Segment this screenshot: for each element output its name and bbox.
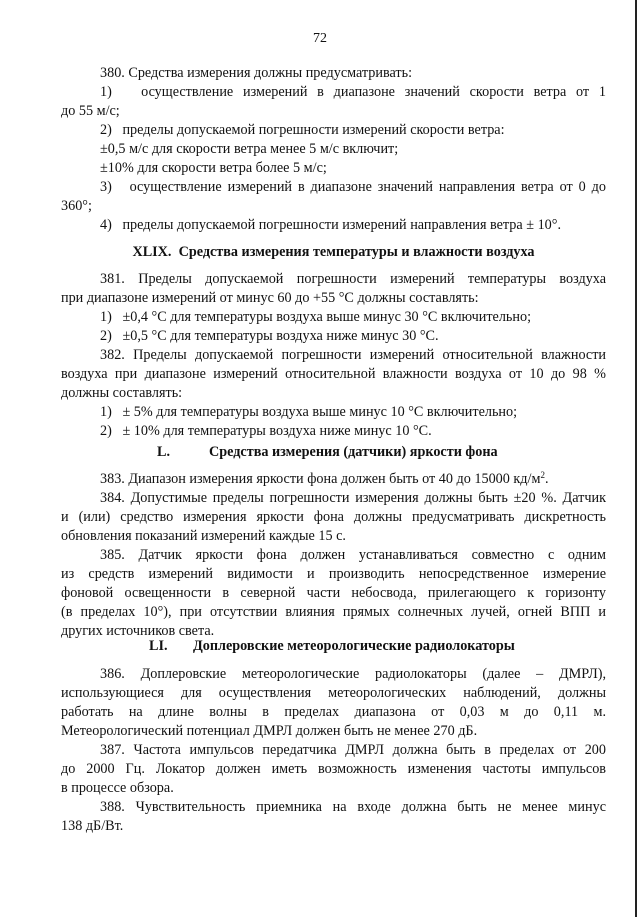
- paragraph-386: 386. Доплеровские метеорологические радиолокаторы (далее – ДМРЛ),: [100, 666, 606, 682]
- paragraph-line: Метеорологический потенциал ДМРЛ должен быть не менее 270 дБ.: [61, 723, 478, 739]
- list-item-continuation: 360°;: [61, 198, 92, 214]
- paragraph-line: работать на длине волны в пределах диапазона от 0,03 м до 0,11 м.: [61, 704, 606, 720]
- paragraph-383-end: .: [544, 471, 549, 487]
- paragraph-384: 384. Допустимые пределы погрешности измерения должны быть ±20 %. Датчик: [100, 490, 606, 506]
- list-subitem: ±0,5 м/с для скорости ветра менее 5 м/с включит;: [100, 141, 399, 157]
- list-subitem: ±10% для скорости ветра более 5 м/с;: [100, 160, 327, 176]
- list-item-continuation: до 55 м/с;: [61, 103, 120, 119]
- list-item: 1) ± 5% для температуры воздуха выше минус 10 °С включительно;: [100, 404, 518, 420]
- paragraph-382: 382. Пределы допускаемой погрешности измерений относительной влажности: [100, 347, 606, 363]
- paragraph-383-text: 383. Диапазон измерения яркости фона должен быть от 40 до 15000 кд/м: [100, 471, 541, 487]
- section-number-li: LI.: [149, 638, 168, 654]
- paragraph-383: [100, 470, 606, 489]
- paragraph-line: и (или) средство измерения яркости фона должны предусматривать дискретность: [61, 509, 606, 525]
- section-heading-li: Доплеровские метеорологические радиолокаторы: [193, 638, 515, 654]
- list-item: 1) осуществление измерений в диапазоне значений скорости ветра от 1: [100, 84, 606, 100]
- paragraph-line: при диапазоне измерений от минус 60 до +55 °С должны составлять:: [61, 290, 479, 306]
- paragraph-line: фоновой освещенности в северной части небосвода, прилегающего к горизонту: [61, 585, 606, 601]
- paragraph-380: 380. Средства измерения должны предусматривать:: [100, 65, 413, 81]
- superscript-2: 2: [540, 470, 545, 480]
- paragraph-line: 138 дБ/Вт.: [61, 818, 124, 834]
- paragraph-385: 385. Датчик яркости фона должен устанавливаться совместно с одним: [100, 547, 606, 563]
- list-item: 4) пределы допускаемой погрешности измерений направления ветра ± 10°.: [100, 217, 561, 233]
- paragraph-381: 381. Пределы допускаемой погрешности измерений температуры воздуха: [100, 271, 606, 287]
- list-item: 3) осуществление измерений в диапазоне значений направления ветра от 0 до: [100, 179, 606, 195]
- paragraph-line: в процессе обзора.: [61, 780, 174, 796]
- section-number-l: L.: [157, 444, 171, 460]
- paragraph-line: до 2000 Гц. Локатор должен иметь возможность изменения частоты импульсов: [61, 761, 606, 777]
- list-item: 2) ± 10% для температуры воздуха ниже минус 10 °С.: [100, 423, 432, 439]
- paragraph-line: из средств измерений видимости и производить непосредственное измерение: [61, 566, 606, 582]
- list-item: 1) ±0,4 °С для температуры воздуха выше минус 30 °С включительно;: [100, 309, 532, 325]
- list-item: 2) пределы допускаемой погрешности измерений скорости ветра:: [100, 122, 505, 138]
- list-item: 2) ±0,5 °С для температуры воздуха ниже минус 30 °С.: [100, 328, 439, 344]
- section-heading-l: Средства измерения (датчики) яркости фона: [209, 444, 498, 460]
- paragraph-387: 387. Частота импульсов передатчика ДМРЛ должна быть в пределах от 200: [100, 742, 606, 758]
- paragraph-line: воздуха при диапазоне измерений относительной влажности воздуха от 10 до 98 %: [61, 366, 606, 382]
- paragraph-388: 388. Чувствительность приемника на входе должна быть не менее минус: [100, 799, 606, 815]
- paragraph-line: (в пределах 10°), при отсутствии влияния прямых солнечных лучей, огней ВПП и: [61, 604, 606, 620]
- paragraph-line: других источников света.: [61, 623, 215, 639]
- section-heading-xlix: XLIX. Средства измерения температуры и влажности воздуха: [132, 244, 535, 260]
- page-number: 72: [313, 31, 327, 46]
- paragraph-line: обновления показаний измерений каждые 15 с.: [61, 528, 346, 544]
- paragraph-line: использующиеся для осуществления метеорологических наблюдений, должны: [61, 685, 606, 701]
- paragraph-line: должны составлять:: [61, 385, 183, 401]
